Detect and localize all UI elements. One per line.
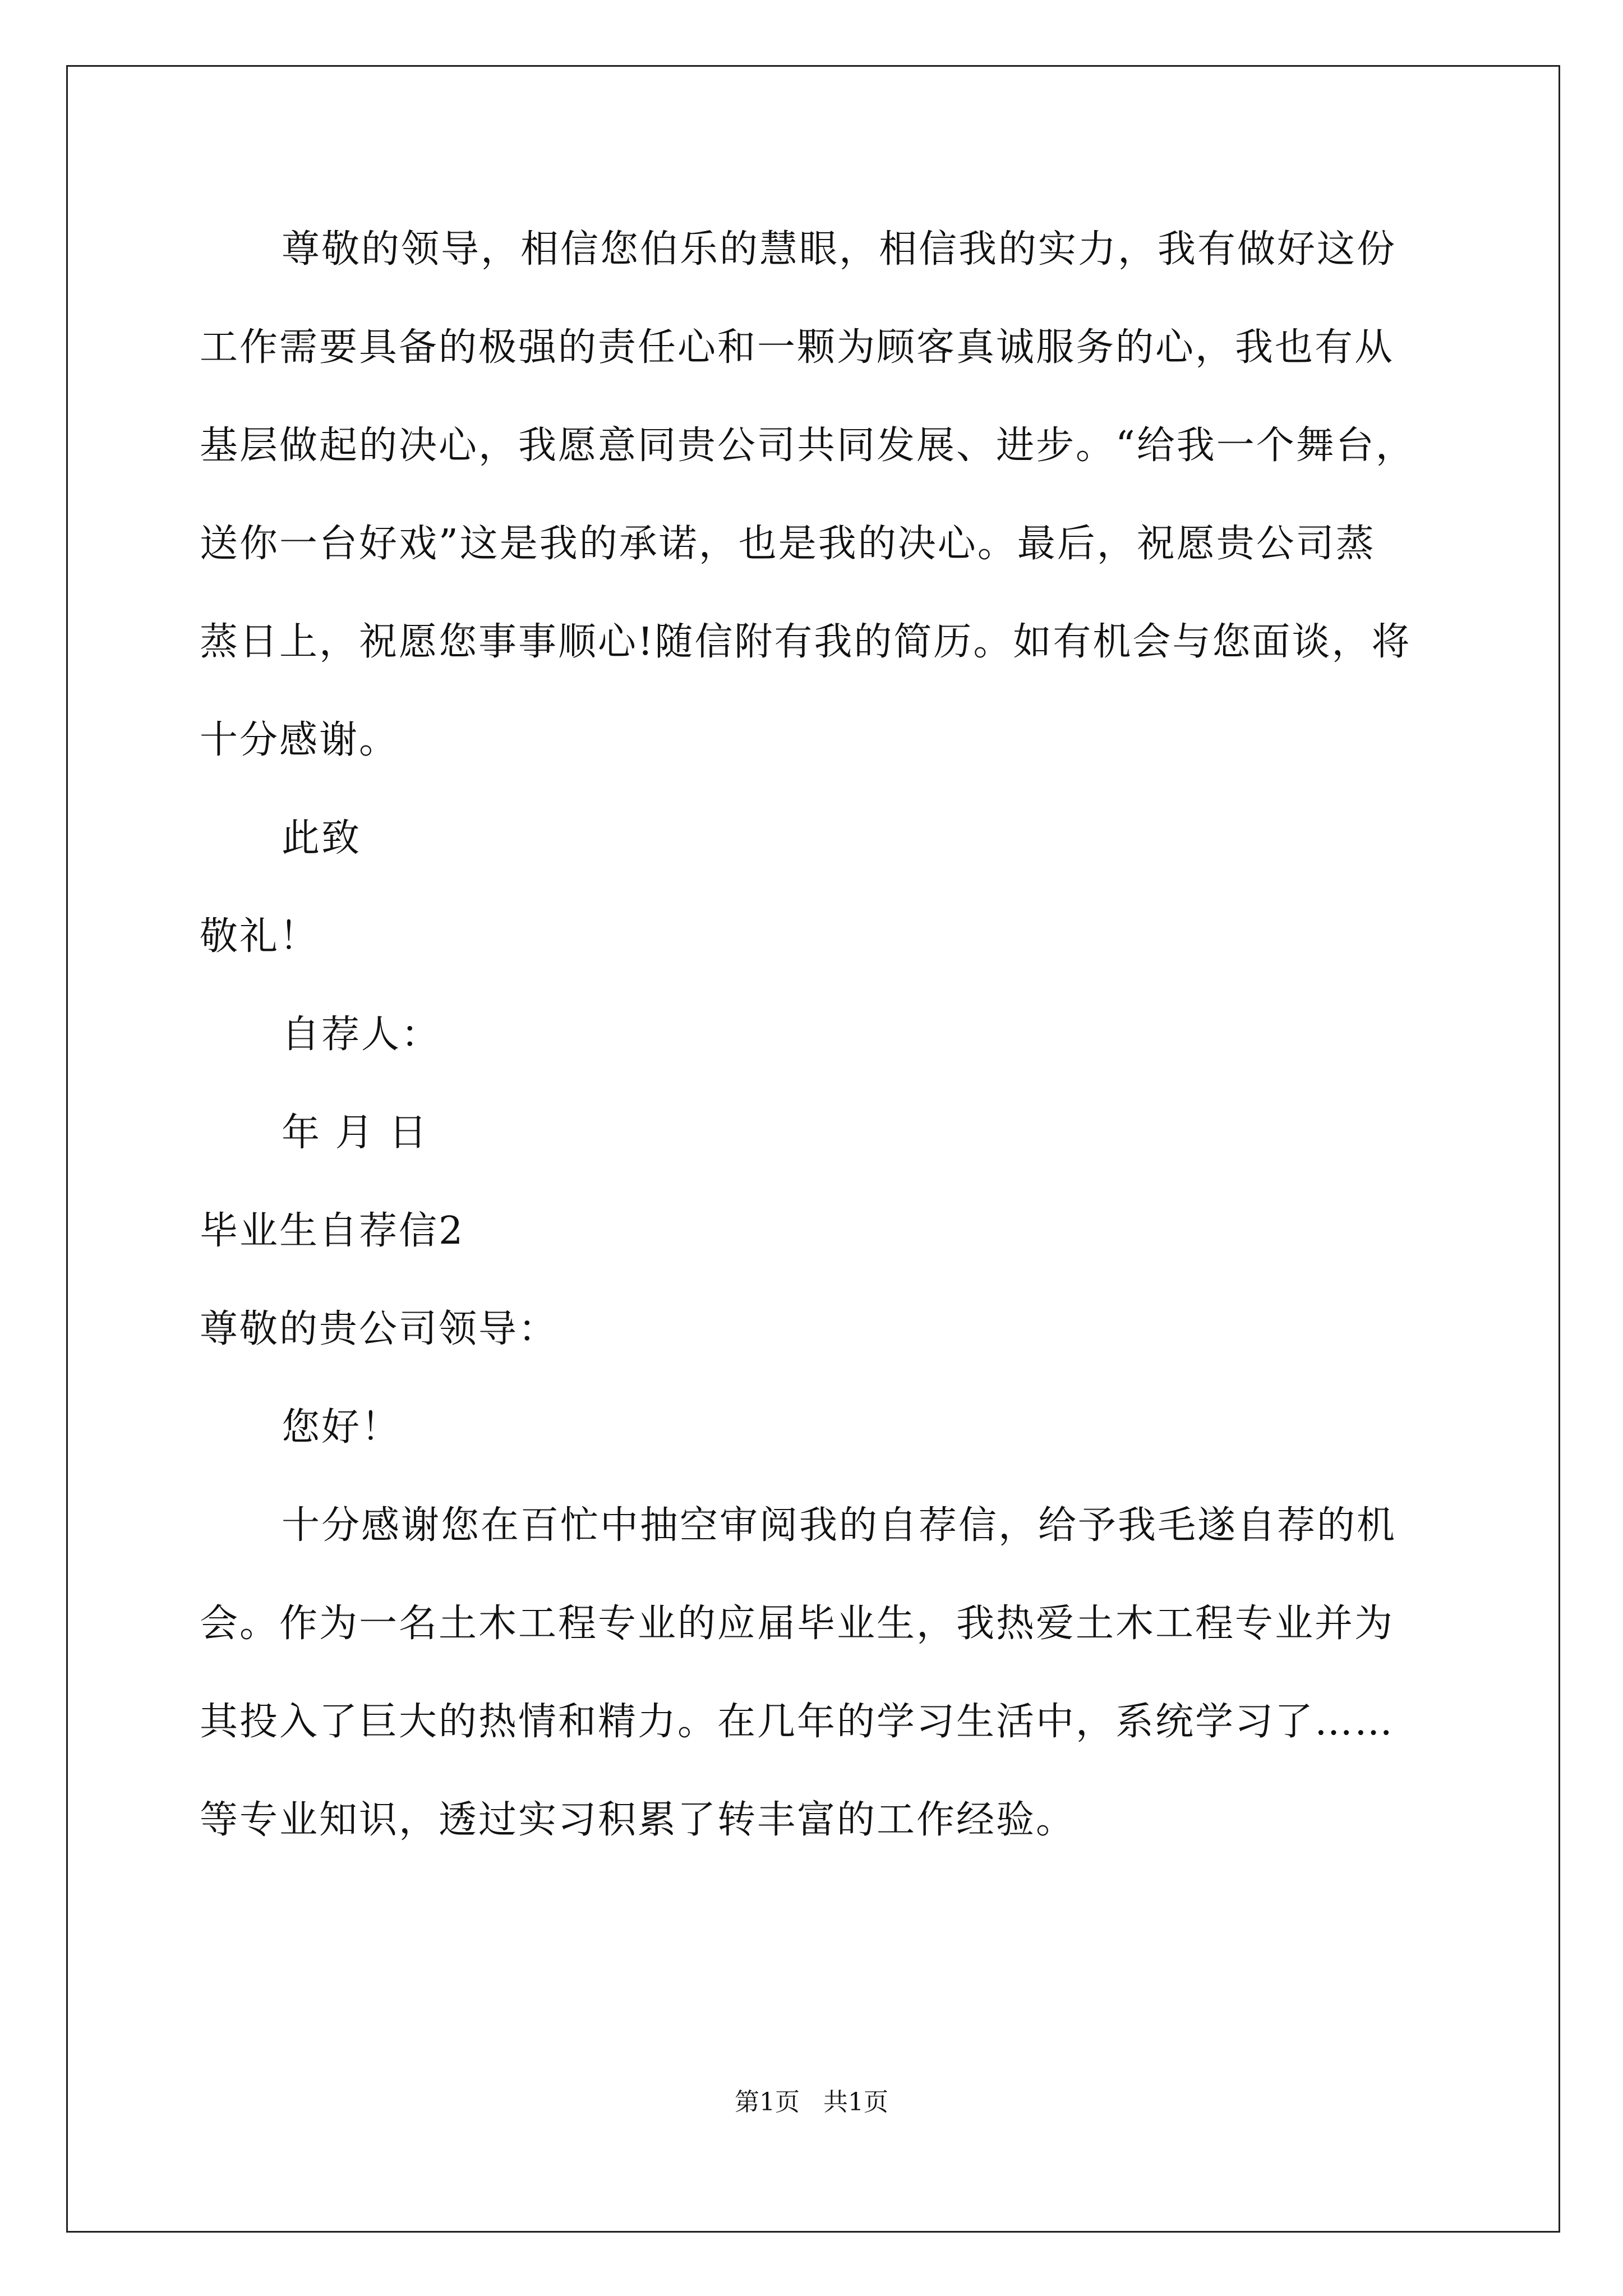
- paragraph-line: 其投入了巨大的热情和精力。在几年的学习生活中，系统学习了……: [200, 1700, 1395, 1744]
- page-number-footer: 第1页 共1页: [735, 2088, 888, 2116]
- paragraph-line: 送你一台好戏”这是我的承诺，也是我的决心。最后，祝愿贵公司蒸: [200, 522, 1376, 566]
- paragraph-line: 十分感谢您在百忙中抽空审阅我的自荐信，给予我毛遂自荐的机: [282, 1503, 1397, 1548]
- paragraph-line: 尊敬的领导，相信您伯乐的慧眼，相信我的实力，我有做好这份: [282, 227, 1397, 272]
- paragraph-line: 十分感谢。: [200, 718, 399, 762]
- paragraph-line: 基层做起的决心，我愿意同贵公司共同发展、进步。“给我一个舞台，: [200, 424, 1415, 468]
- section-title: 毕业生自荐信2: [200, 1209, 465, 1253]
- greeting-recipient: 尊敬的贵公司领导：: [200, 1307, 559, 1351]
- closing-regards: 敬礼！: [200, 914, 320, 959]
- paragraph-line: 等专业知识，透过实习积累了转丰富的工作经验。: [200, 1798, 1076, 1842]
- date-line: 年 月 日: [282, 1111, 429, 1155]
- greeting: 您好！: [282, 1405, 402, 1450]
- closing-salutation: 此致: [282, 816, 362, 861]
- paragraph-line: 工作需要具备的极强的责任心和一颗为顾客真诚服务的心，我也有从: [200, 325, 1395, 370]
- paragraph-line: 蒸日上，祝愿您事事顺心!随信附有我的简历。如有机会与您面谈，将: [200, 620, 1412, 664]
- signature-label: 自荐人：: [282, 1013, 441, 1057]
- paragraph-line: 会。作为一名土木工程专业的应届毕业生，我热爱土木工程专业并为: [200, 1602, 1395, 1646]
